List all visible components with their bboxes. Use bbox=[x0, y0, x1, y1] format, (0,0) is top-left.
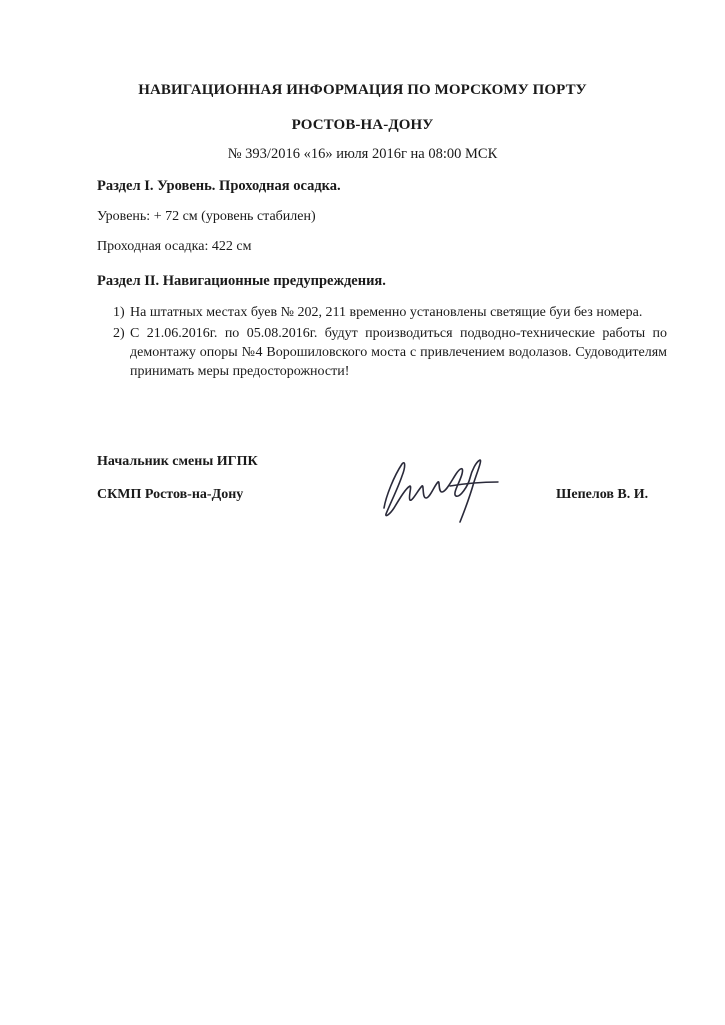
signatory-organization: СКМП Ростов-на-Дону bbox=[97, 487, 244, 502]
list-item-text: На штатных местах буев № 202, 211 временно установлены светящие буи без номера. bbox=[130, 305, 643, 320]
signatory-position: Начальник смены ИГПК bbox=[97, 454, 258, 469]
signatory-name: Шепелов В. И. bbox=[556, 487, 649, 502]
signature-icon bbox=[372, 452, 502, 524]
water-level: Уровень: + 72 см (уровень стабилен) bbox=[97, 209, 316, 224]
document-title-port: РОСТОВ-НА-ДОНУ bbox=[291, 117, 434, 133]
list-item-number: 1) bbox=[113, 305, 125, 320]
list-item bbox=[97, 303, 667, 322]
list-item-number: 2) bbox=[113, 326, 125, 341]
list-item-text: С 21.06.2016г. по 05.08.2016г. будут производиться подводно-технические работы по демонтажу опоры №4 Ворошиловского моста с привлечением водолазов. Судоводителям принимать меры предосторожности! bbox=[130, 326, 667, 379]
document-number: № 393/2016 «16» июля 2016г на 08:00 МСК bbox=[227, 146, 498, 162]
document-title: НАВИГАЦИОННАЯ ИНФОРМАЦИЯ ПО МОРСКОМУ ПОРТУ bbox=[138, 82, 587, 98]
list-item bbox=[97, 324, 667, 381]
section-1-heading: Раздел I. Уровень. Проходная осадка. bbox=[97, 178, 341, 194]
section-2-heading: Раздел II. Навигационные предупреждения. bbox=[97, 273, 386, 289]
warnings-list bbox=[97, 303, 667, 383]
draft-depth: Проходная осадка: 422 см bbox=[97, 239, 252, 254]
